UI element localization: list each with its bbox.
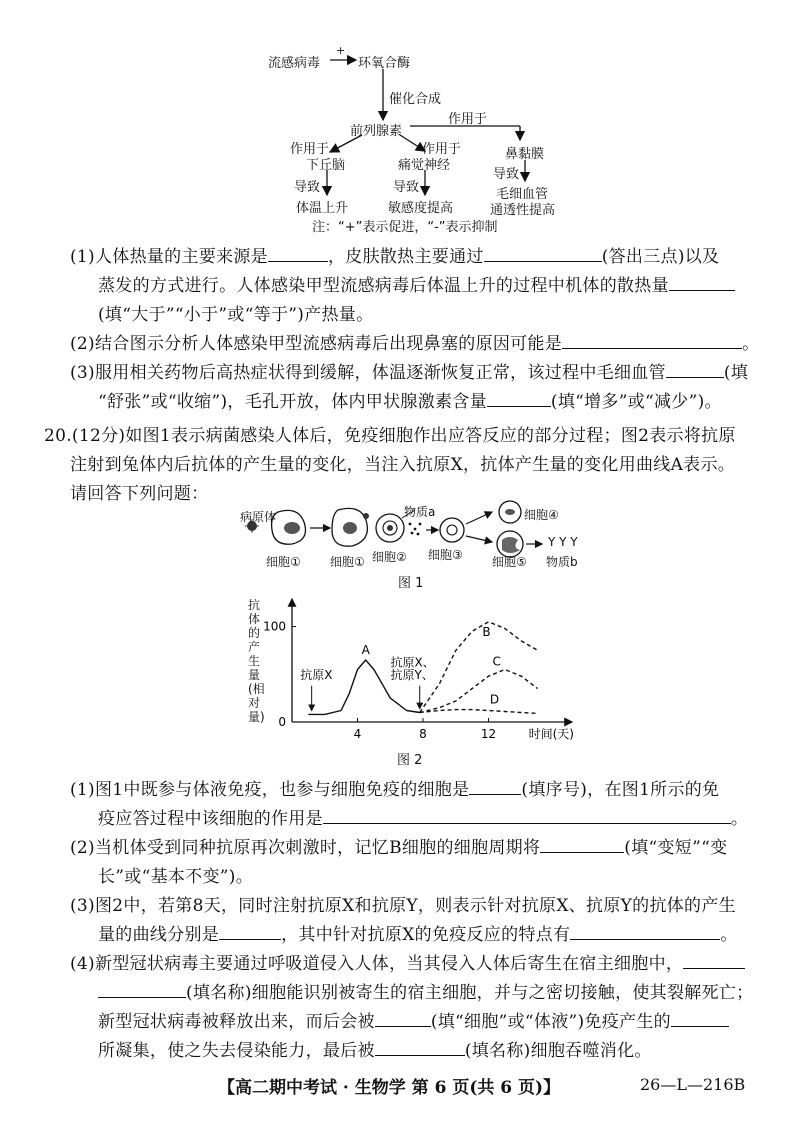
q20-q1-end: 。 <box>730 809 749 829</box>
x-tick-label: 8 <box>419 727 427 741</box>
q19-p1-text-e: (填“大于”“小于”或“等于”)产热量。 <box>98 305 374 325</box>
hypothalamus-label: 下丘脑 <box>306 158 346 173</box>
answer-blank[interactable] <box>375 1037 465 1056</box>
answer-blank[interactable] <box>375 1008 431 1027</box>
q20-part2-line1 <box>70 834 727 863</box>
y-tick-label: 0 <box>278 715 286 729</box>
cell-1b-icon <box>332 508 369 546</box>
q20-intro-line2: 注射到兔体内后抗体的产生量的变化，当注入抗原X，抗体产生量的变化用曲线A表示。 <box>70 455 736 475</box>
substance-b-label: 物质b <box>546 555 578 569</box>
q20-q4-text-f: (填名称)细胞吞噬消化。 <box>464 1041 652 1061</box>
answer-blank[interactable] <box>671 1008 729 1027</box>
cell-1b-label: 细胞① <box>330 555 365 569</box>
q20-part3-line1 <box>70 892 736 921</box>
antibody-chart <box>230 590 590 770</box>
nasal-mucosa-label: 鼻黏膜 <box>505 147 545 162</box>
answer-blank[interactable] <box>268 243 328 262</box>
q20-q2-text-a: (2)当机体受到同种抗原再次刺激时，记忆B细胞的细胞周期将 <box>70 838 541 858</box>
cell-4-label: 细胞④ <box>524 508 559 522</box>
q20-q2-text-c: 长”或“基本不变”)。 <box>98 867 254 887</box>
answer-blank[interactable] <box>484 243 602 262</box>
q20-part4-line1 <box>70 950 745 979</box>
q20-part4-line3 <box>98 1008 729 1037</box>
chart-title: 图 2 <box>397 753 423 768</box>
flowchart-note: 注：“+”表示促进，“-”表示抑制 <box>312 220 498 235</box>
acts-on-left-label: 作用于 <box>290 142 330 157</box>
q19-p1-text-b: ，皮肤散热主要通过 <box>327 247 484 267</box>
series-line-D <box>420 710 538 714</box>
capillary-label-1: 毛细血管 <box>496 187 549 202</box>
chart-ylabel: 抗体的产生量(相对量) <box>248 598 265 724</box>
q19-p1-text-a: (1)人体热量的主要来源是 <box>70 247 268 267</box>
q20-part1-line1 <box>70 776 719 805</box>
answer-blank[interactable] <box>683 950 745 969</box>
figure-1-caption: 图 1 <box>398 576 424 591</box>
cell-4-icon <box>499 501 521 523</box>
answer-blank[interactable] <box>98 979 186 998</box>
leads-right-label: 导致 <box>493 167 520 182</box>
q19-part3-line1 <box>70 359 748 388</box>
q20-part4-line2 <box>98 979 753 1008</box>
leads-mid-label: 导致 <box>393 180 420 195</box>
q19-part2 <box>70 330 759 359</box>
cell-5-label: 细胞⑤ <box>492 555 527 569</box>
q19-p2-end: 。 <box>742 334 760 354</box>
x-tick-label: 4 <box>353 727 362 741</box>
answer-blank[interactable] <box>669 272 735 291</box>
q19-p1-text-d: 蒸发的方式进行。人体感染甲型流感病毒后体温上升的过程中机体的散热量 <box>98 276 669 296</box>
sensitivity-label: 敏感度提高 <box>388 201 454 216</box>
promote-sign: + <box>336 44 346 57</box>
q20-q3-text-a: (3)图2中，若第8天，同时注射抗原X和抗原Y，则表示针对抗原X、抗原Y的抗体的产生 <box>70 896 736 916</box>
substance-a-label: 物质a <box>404 505 436 519</box>
cell-1-icon <box>272 510 306 544</box>
q20-part2-line2 <box>98 863 253 892</box>
answer-blank[interactable] <box>487 388 551 407</box>
q20-q3-end: 。 <box>720 925 738 945</box>
antibody-icon: Y Y Y <box>548 535 578 549</box>
q20-part4-line4 <box>98 1037 652 1066</box>
answer-blank[interactable] <box>323 805 731 824</box>
series-label-C: C <box>492 654 501 669</box>
answer-blank[interactable] <box>570 921 720 940</box>
series-label-B: B <box>482 624 491 639</box>
footer-page-info: 【高二期中考试 · 生物学 第 6 页(共 6 页)】 <box>218 1078 561 1098</box>
cell-2-icon <box>376 514 404 542</box>
q19-p3-text-d: (填“增多”或“减少”)。 <box>550 392 722 412</box>
acts-on-top-label: 作用于 <box>448 112 488 127</box>
x-axis-label: 时间(天) <box>528 727 574 741</box>
annotation-antigen-xy-1: 抗原X、 <box>390 655 435 670</box>
catalyze-label: 催化合成 <box>389 92 442 107</box>
pain-nerve-label: 痛觉神经 <box>398 158 451 173</box>
cox-label: 环氧合酶 <box>358 56 411 71</box>
q20-q1-text-b: (填序号)，在图1所示的免 <box>521 780 720 800</box>
virus-label: 流感病毒 <box>268 56 321 71</box>
q20-q4-text-a: (4)新型冠状病毒主要通过呼吸道侵入人体，当其侵入人体后寄生在宿主细胞中， <box>70 954 684 974</box>
pathogen-label: 病原体 <box>240 510 277 524</box>
q20-part1-line2 <box>98 805 748 834</box>
y-tick-label: 100 <box>263 619 286 634</box>
q19-part1-line2 <box>98 272 735 301</box>
q20-intro-line1: 20.(12分)如图1表示病菌感染人体后，免疫细胞作出应答反应的部分过程；图2表示将抗原 <box>44 426 736 446</box>
answer-blank[interactable] <box>469 776 521 795</box>
q20-q4-text-c: 新型冠状病毒被释放出来，而后会被 <box>98 1012 375 1032</box>
q20-q1-text-a: (1)图1中既参与体液免疫，也参与细胞免疫的细胞是 <box>70 780 470 800</box>
annotation-antigen-x: 抗原X <box>300 668 333 683</box>
cell-1a-label: 细胞① <box>266 555 301 569</box>
q20-q3-text-b: 量的曲线分别是 <box>98 925 220 945</box>
q20-q1-text-c: 疫应答过程中该细胞的作用是 <box>98 809 323 829</box>
annotation-antigen-xy-2: 抗原Y、 <box>390 668 434 683</box>
q19-p3-text-b: (填 <box>723 363 749 383</box>
substance-a-dots <box>409 523 422 536</box>
q19-p1-text-c: (答出三点)以及 <box>601 247 720 267</box>
prostaglandin-label: 前列腺素 <box>350 124 403 139</box>
series-line-B <box>420 622 538 713</box>
q19-p3-text-a: (3)服用相关药物后高热症状得到缓解，体温逐渐恢复正常，该过程中毛细血管 <box>70 363 666 383</box>
fever-label: 体温上升 <box>296 201 349 216</box>
q19-p2-text: (2)结合图示分析人体感染甲型流感病毒后出现鼻塞的原因可能是 <box>70 334 563 354</box>
answer-blank[interactable] <box>666 359 724 378</box>
cell-3-icon <box>440 518 464 542</box>
q20-q4-text-e: 所凝集，使之失去侵染能力，最后被 <box>98 1041 375 1061</box>
series-label-D: D <box>489 692 500 707</box>
answer-blank[interactable] <box>562 330 742 349</box>
q19-part1-line3 <box>98 301 373 330</box>
acts-on-mid-label: 作用于 <box>422 142 462 157</box>
q19-part1-line1 <box>70 243 719 272</box>
series-label-A: A <box>361 642 370 657</box>
capillary-label-2: 通透性提高 <box>490 203 556 218</box>
cell-2-label: 细胞② <box>372 550 407 564</box>
leads-left-label: 导致 <box>294 180 321 195</box>
answer-blank[interactable] <box>219 921 281 940</box>
q20-part3-line2 <box>98 921 738 950</box>
footer-code: 26—L—216B <box>640 1075 746 1094</box>
q20-q2-text-b: (填“变短”“变 <box>624 838 728 858</box>
cell-3-label: 细胞③ <box>428 548 463 562</box>
answer-blank[interactable] <box>540 834 624 853</box>
q19-p3-text-c: “舒张”或“收缩”)，毛孔开放，体内甲状腺激素含量 <box>98 392 487 412</box>
q19-part3-line2 <box>98 388 722 417</box>
q20-q3-text-c: ，其中针对抗原X的免疫反应的特点有 <box>281 925 571 945</box>
q20-q4-text-d: (填“细胞”或“体液”)免疫产生的 <box>430 1012 671 1032</box>
series-line-C <box>420 670 538 713</box>
q20-intro-line3: 请回答下列问题： <box>70 484 209 504</box>
x-tick-label: 12 <box>480 727 497 741</box>
q20-q4-text-b: (填名称)细胞能识别被寄生的宿主细胞，并与之密切接触，使其裂解死亡； <box>186 983 754 1003</box>
